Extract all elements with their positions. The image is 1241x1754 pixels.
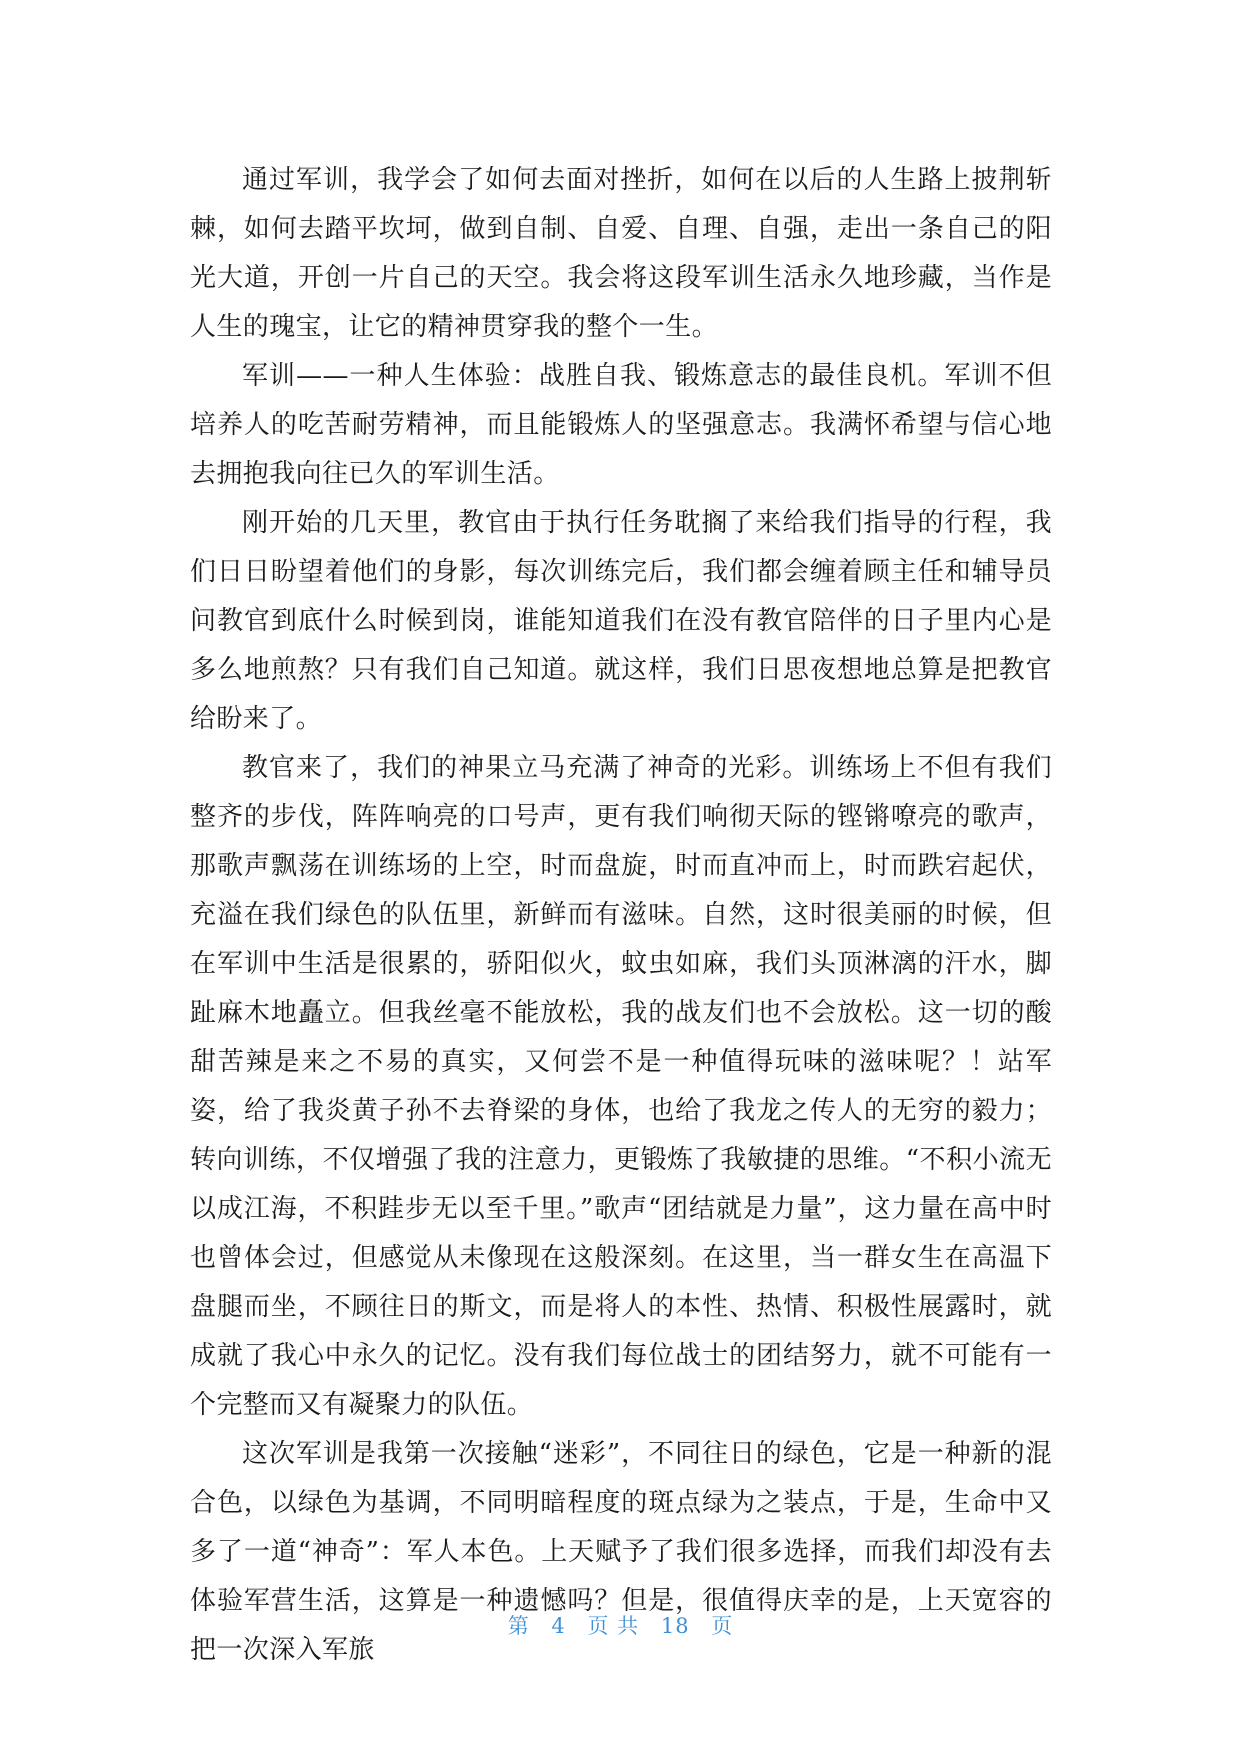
footer-suffix: 页 bbox=[711, 1614, 734, 1638]
page-footer bbox=[0, 1610, 1241, 1640]
document-body bbox=[190, 156, 1052, 1675]
paragraph-3: 刚开始的几天里，教官由于执行任务耽搁了来给我们指导的行程，我们日日盼望着他们的身影，每次训练完后，我们都会缠着顾主任和辅导员问教官到底什么时候到岗，谁能知道我们在没有教官陪伴的日子里内心是多么地煎熬？只有我们自己知道。就这样，我们日思夜想地总算是把教官给盼来了。 bbox=[190, 508, 1052, 734]
footer-middle: 页 共 bbox=[587, 1614, 640, 1638]
paragraph-2: 军训——一种人生体验：战胜自我、锻炼意志的最佳良机。军训不但培养人的吃苦耐劳精神，而且能锻炼人的坚强意志。我满怀希望与信心地去拥抱我向往已久的军训生活。 bbox=[190, 361, 1052, 489]
paragraph-4: 教官来了，我们的神果立马充满了神奇的光彩。训练场上不但有我们整齐的步伐，阵阵响亮的口号声，更有我们响彻天际的铿锵嘹亮的歌声，那歌声飘荡在训练场的上空，时而盘旋，时而直冲而上，时而跌宕起伏，充溢在我们绿色的队伍里，新鲜而有滋味。自然，这时很美丽的时候，但在军训中生活是很累的，骄阳似火，蚊虫如麻，我们头顶淋漓的汗水，脚趾麻木地矗立。但我丝毫不能放松，我的战友们也不会放松。这一切的酸甜苦辣是来之不易的真实，又何尝不是一种值得玩味的滋味呢？！站军姿，给了我炎黄子孙不去脊梁的身体，也给了我龙之传人的无穷的毅力；转向训练，不仅增强了我的注意力，更锻炼了我敏捷的思维。“不积小流无以成江海，不积跬步无以至千里。”歌声“团结就是力量”，这力量在高中时也曾体会过，但感觉从未像现在这般深刻。在这里，当一群女生在高温下盘腿而坐，不顾往日的斯文，而是将人的本性、热情、积极性展露时，就成就了我心中永久的记忆。没有我们每位战士的团结努力，就不可能有一个完整而又有凝聚力的队伍。 bbox=[190, 753, 1052, 1420]
paragraph-5: 这次军训是我第一次接触“迷彩”，不同往日的绿色，它是一种新的混合色，以绿色为基调，不同明暗程度的斑点绿为之装点，于是，生命中又多了一道“神奇”：军人本色。上天赋予了我们很多选择，而我们却没有去体验军营生活，这算是一种遗憾吗？但是，很值得庆幸的是，上天宽容的把一次深入军旅 bbox=[190, 1439, 1052, 1665]
paragraph-1: 通过军训，我学会了如何去面对挫折，如何在以后的人生路上披荆斩棘，如何去踏平坎坷，做到自制、自爱、自理、自强，走出一条自己的阳光大道，开创一片自己的天空。我会将这段军训生活永久地珍藏，当作是人生的瑰宝，让它的精神贯穿我的整个一生。 bbox=[190, 165, 1052, 342]
footer-prefix: 第 bbox=[507, 1614, 530, 1638]
footer-page-number: 4 bbox=[551, 1614, 566, 1638]
footer-total-pages: 18 bbox=[660, 1614, 690, 1638]
